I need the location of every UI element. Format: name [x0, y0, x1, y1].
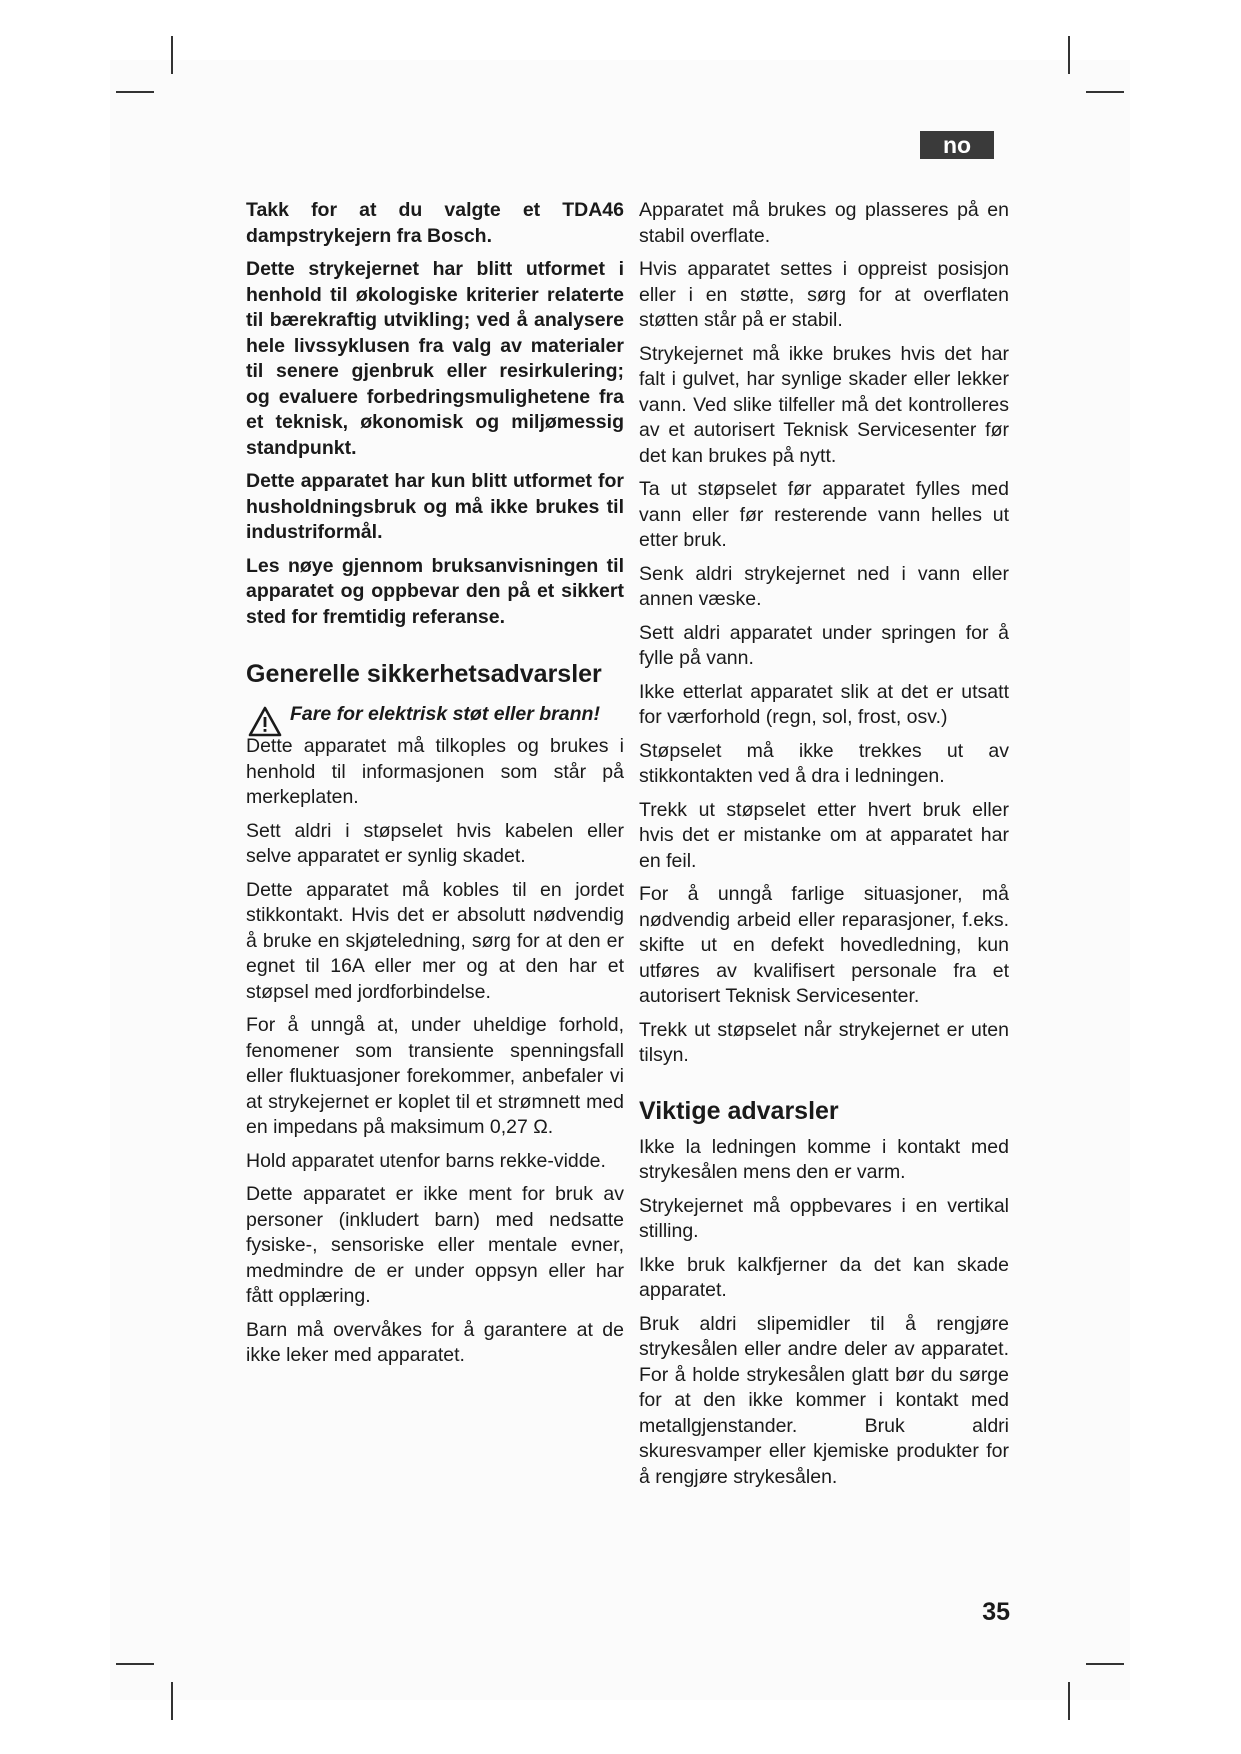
crop-mark-top-right-horizontal — [1086, 91, 1124, 93]
important-paragraph: Ikke la ledningen komme i kontakt med strykesålen mens den er varm. — [639, 1135, 1009, 1183]
crop-mark-bottom-right-horizontal — [1086, 1663, 1124, 1665]
safety-paragraph: Dette apparatet må kobles til en jordet stikkontakt. Hvis det er absolutt nødvendig å bruke en skjøteledning, sørg for at den er egnet til 16A eller mer og at den har et støpsel med jordforbindelse. — [246, 878, 624, 1003]
left-column — [246, 198, 624, 1377]
crop-mark-bottom-left-horizontal — [116, 1663, 154, 1665]
intro-paragraph: Les nøye gjennom bruksanvisningen til apparatet og oppbevar den på et sikkert sted for fremtidig referanse. — [246, 554, 624, 628]
crop-mark-top-right-vertical — [1068, 36, 1070, 74]
safety-paragraph: Ikke etterlat apparatet slik at det er utsatt for værforhold (regn, sol, frost, osv.) — [639, 680, 1009, 728]
safety-paragraph: For å unngå farlige situasjoner, må nødvendig arbeid eller reparasjoner, f.eks. skifte ut en defekt hovedledning, kun utføres av kvalifisert personale fra et autorisert Teknisk Servicesenter. — [639, 883, 1009, 1007]
right-column — [639, 198, 1009, 1498]
warning-text: Fare for elektrisk støt eller brann! — [290, 703, 600, 725]
language-badge: no — [920, 131, 994, 159]
important-warnings-heading: Viktige advarsler — [639, 1096, 839, 1125]
safety-paragraph: Strykejernet må ikke brukes hvis det har falt i gulvet, har synlige skader eller lekker vann. Ved slike tilfeller må det kontrolleres av et autorisert Teknisk Servicesenter før det kan brukes på nytt. — [639, 342, 1009, 467]
safety-paragraph: Sett aldri i støpselet hvis kabelen eller selve apparatet er synlig skadet. — [246, 819, 624, 867]
crop-mark-top-left-horizontal — [116, 91, 154, 93]
page-number: 35 — [982, 1598, 1010, 1626]
safety-paragraph: Støpselet må ikke trekkes ut av stikkontakten ved å dra i ledningen. — [639, 739, 1009, 787]
important-paragraph: Strykejernet må oppbevares i en vertikal stilling. — [639, 1194, 1009, 1242]
safety-paragraph: Dette apparatet er ikke ment for bruk av personer (inkludert barn) med nedsatte fysiske-, sensoriske eller mentale evner, medmindre de er under oppsyn eller har fått opplæring. — [246, 1183, 624, 1307]
safety-paragraph: Trekk ut støpselet når strykejernet er uten tilsyn. — [639, 1018, 1009, 1066]
crop-mark-top-left-vertical — [171, 36, 173, 74]
safety-paragraph: For å unngå at, under uheldige forhold, fenomener som transiente spenningsfall eller fluktuasjoner forekommer, anbefaler vi at strykejernet er koplet til et strømnett med en impedans på maksimum 0,27 Ω. — [246, 1014, 624, 1138]
safety-paragraph: Ta ut støpselet før apparatet fylles med vann eller før resterende vann helles ut etter bruk. — [639, 478, 1009, 551]
safety-paragraph: Sett aldri apparatet under springen for å fylle på vann. — [639, 621, 1009, 669]
safety-paragraph: Trekk ut støpselet etter hvert bruk eller hvis det er mistanke om at apparatet har en feil. — [639, 798, 1009, 872]
general-safety-heading: Generelle sikkerhetsadvarsler — [246, 660, 602, 688]
crop-mark-bottom-left-vertical — [171, 1682, 173, 1720]
intro-paragraph: Dette apparatet har kun blitt utformet for husholdningsbruk og må ikke brukes til industriformål. — [246, 470, 624, 543]
electric-shock-warning — [246, 702, 624, 726]
safety-paragraph: Hold apparatet utenfor barns rekke-vidde. — [246, 1149, 606, 1172]
safety-paragraph: Barn må overvåkes for å garantere at de ikke leker med apparatet. — [246, 1318, 624, 1366]
safety-paragraph: Hvis apparatet settes i oppreist posisjon eller i en støtte, sørg for at overflaten støtten står på er stabil. — [639, 258, 1009, 331]
important-paragraph: Bruk aldri slipemidler til å rengjøre strykesålen eller andre deler av apparatet. For å holde strykesålen glatt bør du sørge for at den ikke kommer i kontakt med metallgjenstander. Bruk aldri skuresvamper eller kjemiske produkter for å rengjøre strykesålen. — [639, 1312, 1009, 1488]
important-paragraph: Ikke bruk kalkfjerner da det kan skade apparatet. — [639, 1253, 1009, 1301]
intro-paragraph: Dette strykejernet har blitt utformet i henhold til økologiske kriterier relaterte til bærekraftig utvikling; ved å analysere hele livssyklusen fra valg av materialer til senere gjenbruk eller resirkulering; og evaluere forbedringsmulighetene fra et teknisk, økonomisk og miljømessig standpunkt. — [246, 258, 624, 459]
crop-mark-bottom-right-vertical — [1068, 1682, 1070, 1720]
intro-paragraph: Takk for at du valgte et TDA46 dampstrykejern fra Bosch. — [246, 199, 624, 247]
safety-paragraph: Senk aldri strykejernet ned i vann eller annen væske. — [639, 562, 1009, 610]
safety-paragraph: Dette apparatet må tilkoples og brukes i henhold til informasjonen som står på merkeplaten. — [246, 735, 624, 808]
warning-triangle-icon — [248, 706, 282, 738]
safety-paragraph: Apparatet må brukes og plasseres på en stabil overflate. — [639, 199, 1009, 247]
